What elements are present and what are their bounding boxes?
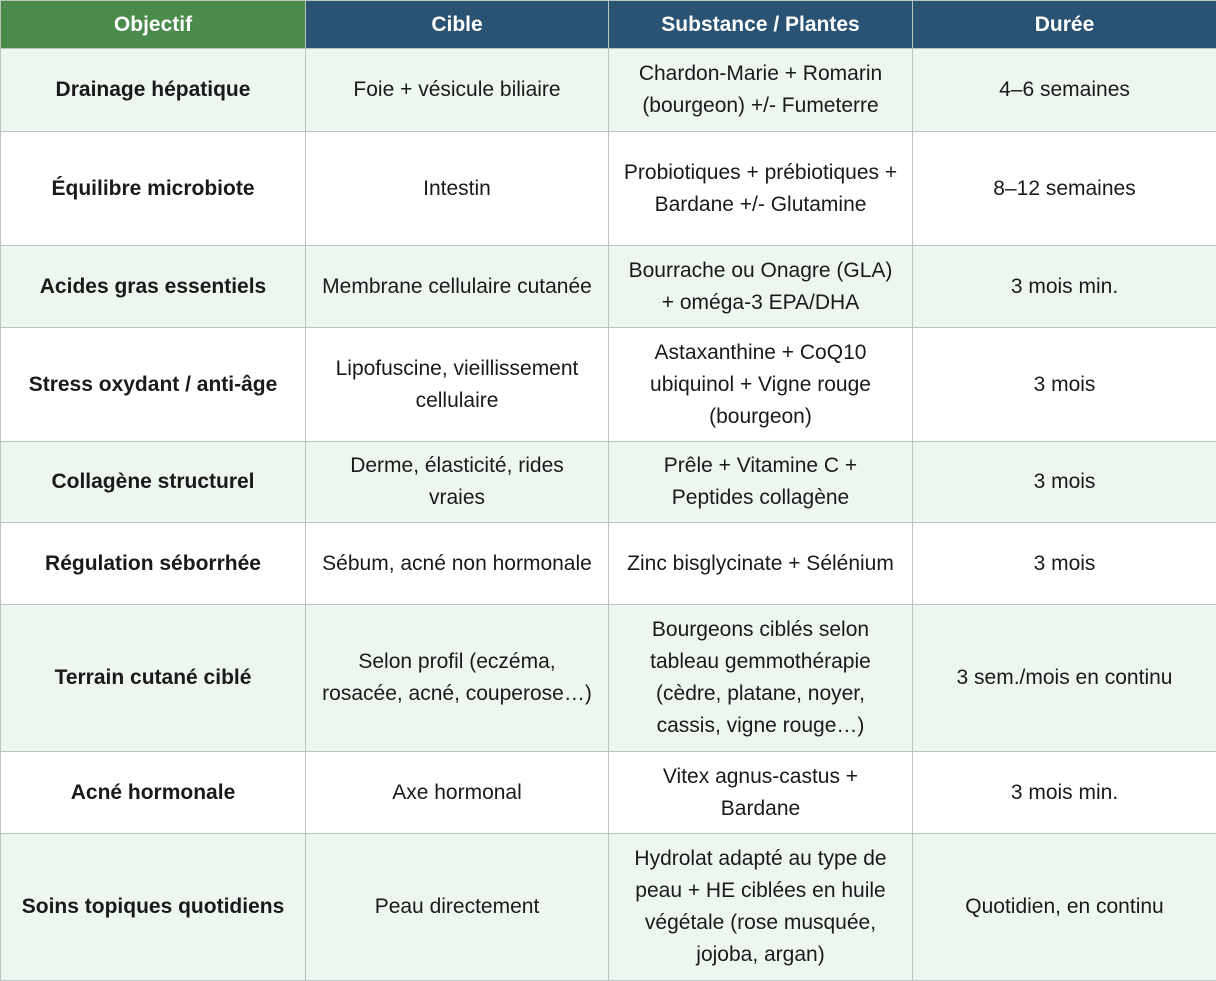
cell-cible: Axe hormonal xyxy=(306,752,609,834)
cell-objectif: Acné hormonale xyxy=(1,752,306,834)
cell-duree: 8–12 semaines xyxy=(913,132,1216,246)
table-row xyxy=(1,605,1216,752)
table-row xyxy=(1,752,1216,834)
cell-objectif: Terrain cutané ciblé xyxy=(1,605,306,752)
cell-duree: 4–6 semaines xyxy=(913,49,1216,132)
header-row xyxy=(1,1,1216,49)
table-row xyxy=(1,246,1216,328)
cell-cible: Derme, élasticité, rides vraies xyxy=(306,442,609,523)
cell-duree: 3 mois xyxy=(913,442,1216,523)
table-row xyxy=(1,49,1216,132)
cell-substance: Prêle + Vitamine C + Peptides collagène xyxy=(609,442,913,523)
cell-duree: 3 mois min. xyxy=(913,246,1216,328)
cell-duree: Quotidien, en continu xyxy=(913,834,1216,981)
cell-objectif: Collagène structurel xyxy=(1,442,306,523)
header-duree: Durée xyxy=(913,1,1216,49)
cell-substance: Bourrache ou Onagre (GLA) + oméga-3 EPA/DHA xyxy=(609,246,913,328)
cell-objectif: Soins topiques quotidiens xyxy=(1,834,306,981)
header-substance: Substance / Plantes xyxy=(609,1,913,49)
cell-cible: Peau directement xyxy=(306,834,609,981)
table-row xyxy=(1,523,1216,605)
cell-objectif: Stress oxydant / anti-âge xyxy=(1,328,306,442)
cell-cible: Sébum, acné non hormonale xyxy=(306,523,609,605)
cell-duree: 3 mois xyxy=(913,523,1216,605)
cell-cible: Lipofuscine, vieillissement cellulaire xyxy=(306,328,609,442)
cell-duree: 3 mois xyxy=(913,328,1216,442)
table-row xyxy=(1,328,1216,442)
table-row xyxy=(1,132,1216,246)
cell-substance: Bourgeons ciblés selon tableau gemmothérapie (cèdre, platane, noyer, cassis, vigne rouge…) xyxy=(609,605,913,752)
cell-objectif: Acides gras essentiels xyxy=(1,246,306,328)
cell-cible: Membrane cellulaire cutanée xyxy=(306,246,609,328)
cell-substance: Astaxanthine + CoQ10 ubiquinol + Vigne rouge (bourgeon) xyxy=(609,328,913,442)
cell-duree: 3 sem./mois en continu xyxy=(913,605,1216,752)
cell-objectif: Équilibre microbiote xyxy=(1,132,306,246)
cell-objectif: Drainage hépatique xyxy=(1,49,306,132)
table-row xyxy=(1,442,1216,523)
cell-objectif: Régulation séborrhée xyxy=(1,523,306,605)
cell-substance: Hydrolat adapté au type de peau + HE ciblées en huile végétale (rose musquée, jojoba, argan) xyxy=(609,834,913,981)
cell-duree: 3 mois min. xyxy=(913,752,1216,834)
cell-substance: Probiotiques + prébiotiques + Bardane +/- Glutamine xyxy=(609,132,913,246)
cell-cible: Foie + vésicule biliaire xyxy=(306,49,609,132)
cell-substance: Chardon-Marie + Romarin (bourgeon) +/- Fumeterre xyxy=(609,49,913,132)
cell-substance: Vitex agnus-castus + Bardane xyxy=(609,752,913,834)
cell-substance: Zinc bisglycinate + Sélénium xyxy=(609,523,913,605)
cell-cible: Intestin xyxy=(306,132,609,246)
header-objectif: Objectif xyxy=(1,1,306,49)
table-row xyxy=(1,834,1216,981)
header-cible: Cible xyxy=(306,1,609,49)
cell-cible: Selon profil (eczéma, rosacée, acné, couperose…) xyxy=(306,605,609,752)
